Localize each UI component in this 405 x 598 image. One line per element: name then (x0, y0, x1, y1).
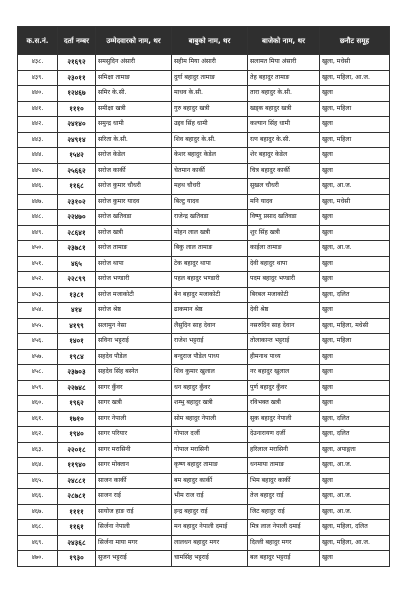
father-name-cell: ढाकमान श्रेष्ठ (172, 303, 248, 319)
registration-number-cell: २३७८१ (58, 241, 96, 257)
candidate-name-cell: सहदेव पौडेल (96, 349, 172, 365)
registration-number-cell: २२४७० (58, 210, 96, 226)
table-row (18, 504, 390, 520)
candidate-name-cell: सरोज कुमार चौधरी (96, 179, 172, 195)
father-name-cell: चेतमान कार्की (172, 163, 248, 179)
registration-number-cell: १५४२ (58, 148, 96, 164)
registration-number-cell: २१६९२ (58, 55, 96, 71)
selection-group-cell: खुला, मधेसी (320, 55, 390, 71)
selection-group-cell: खुला, महिला (320, 101, 390, 117)
candidate-name-cell: सरोज कार्की (96, 163, 172, 179)
grandfather-name-cell: काईला तामाङ (248, 241, 320, 257)
selection-group-cell: खुला, महिला, आ.ज. (320, 70, 390, 86)
grandfather-name-cell: हीमनाथ पाध्य (248, 349, 320, 365)
father-name-cell: गोपाल मरासिनी (172, 442, 248, 458)
table-row (18, 535, 390, 551)
father-name-cell: मोहन लाल खत्री (172, 225, 248, 241)
selection-group-cell: खुला, आ.ज. (320, 458, 390, 474)
candidate-name-cell: सुजन भट्टराई (96, 551, 172, 567)
candidate-name-cell: सागर मरासिनी (96, 442, 172, 458)
header-selection-group: छनौट समूह (320, 27, 390, 55)
selection-group-cell: खुला, आ.ज. (320, 179, 390, 195)
grandfather-name-cell: भिम बहादुर कार्की (248, 473, 320, 489)
registration-number-cell: १२४६७ (58, 86, 96, 102)
grandfather-name-cell: देवी श्रेष्ठ (248, 303, 320, 319)
serial-number-cell: ४६७. (18, 504, 58, 520)
table-row (18, 520, 390, 536)
father-name-cell: बन्दुराज पौडेल पाध्य (172, 349, 248, 365)
serial-number-cell: ४६१. (18, 411, 58, 427)
registration-number-cell: २३०११ (58, 70, 96, 86)
registration-number-cell: ११६८ (58, 179, 96, 195)
candidate-name-cell: सिर्जना माया मगर (96, 535, 172, 551)
father-name-cell: माधव के.सी. (172, 86, 248, 102)
table-row (18, 241, 390, 257)
candidate-list-table (17, 26, 390, 567)
candidate-name-cell: सागर कुँवर (96, 380, 172, 396)
father-name-cell: पहल बहादुर भण्डारी (172, 272, 248, 288)
grandfather-name-cell: पदम बहादुर भण्डारी (248, 272, 320, 288)
candidate-name-cell: सलामुन नेसा (96, 318, 172, 334)
selection-group-cell: खुला (320, 163, 390, 179)
grandfather-name-cell: सुक बहादुर नेपाली (248, 411, 320, 427)
registration-number-cell: २२०१८ (58, 442, 96, 458)
registration-number-cell: २२८९९ (58, 272, 96, 288)
serial-number-cell: ४६५. (18, 473, 58, 489)
grandfather-name-cell: शेर बहादुर केडेल (248, 148, 320, 164)
serial-number-cell: ४५९. (18, 380, 58, 396)
serial-number-cell: ४४५. (18, 163, 58, 179)
selection-group-cell: खुला (320, 272, 390, 288)
candidate-name-cell: सरोज खत्री (96, 225, 172, 241)
table-row (18, 148, 390, 164)
serial-number-cell: ४६०. (18, 396, 58, 412)
candidate-name-cell: सागर खत्री (96, 396, 172, 412)
table-row (18, 411, 390, 427)
serial-number-cell: ४४४. (18, 148, 58, 164)
table-row (18, 210, 390, 226)
serial-number-cell: ४६३. (18, 442, 58, 458)
father-name-cell: राजेन्द्र खतिवडा (172, 210, 248, 226)
table-row (18, 334, 390, 350)
candidate-name-cell: सरोज केडेल (96, 148, 172, 164)
registration-number-cell: २२७४८ (58, 380, 96, 396)
selection-group-cell: खुला (320, 86, 390, 102)
header-row (18, 27, 390, 55)
selection-group-cell: खुला, आ.ज. (320, 489, 390, 505)
father-name-cell: भीम राज राई (172, 489, 248, 505)
father-name-cell: लैसुदिन साह देवान (172, 318, 248, 334)
father-name-cell: लालधन बहादुर मगर (172, 535, 248, 551)
table-row (18, 101, 390, 117)
registration-number-cell: १७१० (58, 411, 96, 427)
grandfather-name-cell: देवी बहादुर थापा (248, 256, 320, 272)
candidate-name-cell: सागर मोक्तान (96, 458, 172, 474)
father-name-cell: सहीम मिया अंसारी (172, 55, 248, 71)
grandfather-name-cell: सुखल चौधरी (248, 179, 320, 195)
grandfather-name-cell: नर बहादुर खुलाल (248, 365, 320, 381)
grandfather-name-cell: धनमाया तामाङ (248, 458, 320, 474)
table-row (18, 272, 390, 288)
selection-group-cell: खुला, महिला, आ.ज. (320, 535, 390, 551)
registration-number-cell: २४९१४ (58, 132, 96, 148)
grandfather-name-cell: तोलाकान्त भट्टराई (248, 334, 320, 350)
candidate-name-cell: सरोज मजाकोटी (96, 287, 172, 303)
table-row (18, 427, 390, 443)
registration-number-cell: ४१९९ (58, 318, 96, 334)
serial-number-cell: ४३८. (18, 55, 58, 71)
serial-number-cell: ४४१. (18, 101, 58, 117)
father-name-cell: बिल्टु यादव (172, 194, 248, 210)
serial-number-cell: ४५५. (18, 318, 58, 334)
serial-number-cell: ४५२. (18, 272, 58, 288)
grandfather-name-cell: नसरुदिन साह देवान (248, 318, 320, 334)
header-registration-number: दर्ता नम्बर (58, 27, 96, 55)
selection-group-cell: खुला (320, 365, 390, 381)
table-row (18, 55, 390, 71)
table-row (18, 256, 390, 272)
registration-number-cell: ४६५ (58, 256, 96, 272)
selection-group-cell: खुला, आ.ज. (320, 504, 390, 520)
grandfather-name-cell: विष्णु प्रसाद खतिवडा (248, 210, 320, 226)
candidate-name-cell: सरोज थापा (96, 256, 172, 272)
candidate-name-cell: साजन राई (96, 489, 172, 505)
father-name-cell: दुर्गा बहादुर तामाङ (172, 70, 248, 86)
table-row (18, 303, 390, 319)
registration-number-cell: १४०१ (58, 334, 96, 350)
serial-number-cell: ४४७. (18, 194, 58, 210)
serial-number-cell: ४४९. (18, 225, 58, 241)
table-row (18, 442, 390, 458)
grandfather-name-cell: रविभक्त खत्री (248, 396, 320, 412)
selection-group-cell: खुला, महिला, मधेसी (320, 318, 390, 334)
table-row (18, 132, 390, 148)
table-row (18, 318, 390, 334)
selection-group-cell: खुला (320, 117, 390, 133)
registration-number-cell: २४३६८ (58, 535, 96, 551)
serial-number-cell: ४४३. (18, 132, 58, 148)
candidate-name-cell: समिर के.सी. (96, 86, 172, 102)
table-row (18, 551, 390, 567)
father-name-cell: शिव कुमार खुलाल (172, 365, 248, 381)
table-row (18, 225, 390, 241)
table-row (18, 349, 390, 365)
father-name-cell: शिव बहादुर के.सी. (172, 132, 248, 148)
candidate-name-cell: सिर्जना नेपाली (96, 520, 172, 536)
registration-number-cell: १९४० (58, 427, 96, 443)
table-header (18, 27, 390, 55)
candidate-name-cell: सरोज भण्डारी (96, 272, 172, 288)
grandfather-name-cell: खड्क बहादुर खत्री (248, 101, 320, 117)
father-name-cell: गोपाल दर्जी (172, 427, 248, 443)
table-row (18, 117, 390, 133)
registration-number-cell: २८६४१ (58, 225, 96, 241)
selection-group-cell: खुला, आ.ज. (320, 241, 390, 257)
selection-group-cell: खुला (320, 210, 390, 226)
grandfather-name-cell: रत्न बहादुर के.सी. (248, 132, 320, 148)
table-row (18, 489, 390, 505)
candidate-name-cell: सागर नेपाली (96, 411, 172, 427)
serial-number-cell: ४५१. (18, 256, 58, 272)
registration-number-cell: २८७८१ (58, 489, 96, 505)
grandfather-name-cell: शुर सिंह खत्री (248, 225, 320, 241)
header-candidate-name: उम्मेदवारको नाम, थर (96, 27, 172, 55)
registration-number-cell: ११९४० (58, 458, 96, 474)
serial-number-cell: ४५८. (18, 365, 58, 381)
grandfather-name-cell: दिल्ली बहादुर मगर (248, 535, 320, 551)
selection-group-cell: खुला, अपाङ्गता (320, 442, 390, 458)
father-name-cell: मन बहादुर नेपाली दमाई (172, 520, 248, 536)
grandfather-name-cell: तेह बहादुर तामाङ (248, 70, 320, 86)
candidate-name-cell: समुन्द्र धामी (96, 117, 172, 133)
father-name-cell: शम्भु बहादुर खत्री (172, 396, 248, 412)
grandfather-name-cell: मनि यादव (248, 194, 320, 210)
table-row (18, 86, 390, 102)
table-row (18, 70, 390, 86)
grandfather-name-cell: सलामत मिया अंसारी (248, 55, 320, 71)
selection-group-cell: खुला (320, 303, 390, 319)
selection-group-cell: खुला (320, 380, 390, 396)
father-name-cell: केशर बहादुर केडेल (172, 148, 248, 164)
father-name-cell: बम बहादुर कार्की (172, 473, 248, 489)
registration-number-cell: २३७०३ (58, 365, 96, 381)
selection-group-cell: खुला, दलित (320, 411, 390, 427)
grandfather-name-cell: जिट बहादुर राई (248, 504, 320, 520)
father-name-cell: उद्दव सिंह धामी (172, 117, 248, 133)
candidate-name-cell: सागर परियार (96, 427, 172, 443)
table-row (18, 287, 390, 303)
father-name-cell: धन बहादुर कुँवर (172, 380, 248, 396)
registration-number-cell: २४१४० (58, 117, 96, 133)
grandfather-name-cell: मित्र लाल नेपाली दमाई (248, 520, 320, 536)
selection-group-cell: खुला (320, 473, 390, 489)
candidate-name-cell: सरिता के.सी. (96, 132, 172, 148)
grandfather-name-cell: देउनारायण दर्जी (248, 427, 320, 443)
candidate-name-cell: सायोज हाङ राई (96, 504, 172, 520)
father-name-cell: गुरु बहादुर खत्री (172, 101, 248, 117)
grandfather-name-cell: चित्र बहादुर कार्की (248, 163, 320, 179)
serial-number-cell: ४४८. (18, 210, 58, 226)
table-row (18, 365, 390, 381)
father-name-cell: महथ चौधरी (172, 179, 248, 195)
candidate-name-cell: समिक्षा तामाङ (96, 70, 172, 86)
serial-number-cell: ४४२. (18, 117, 58, 133)
header-serial-number: क.स.नं. (18, 27, 58, 55)
serial-number-cell: ४६४. (18, 458, 58, 474)
registration-number-cell: १९३० (58, 551, 96, 567)
registration-number-cell: १९६२ (58, 396, 96, 412)
header-grandfather-name: बाजेको नाम, थर (248, 27, 320, 55)
father-name-cell: कृष्ण बहादुर तामाङ (172, 458, 248, 474)
father-name-cell: चामसिंह भट्टराई (172, 551, 248, 567)
serial-number-cell: ४५७. (18, 349, 58, 365)
registration-number-cell: १३८१ (58, 287, 96, 303)
table-row (18, 473, 390, 489)
grandfather-name-cell: बिरबल मजाकोटी (248, 287, 320, 303)
selection-group-cell: खुला (320, 256, 390, 272)
candidate-name-cell: सरोज कुमार यादव (96, 194, 172, 210)
candidate-name-cell: समसुदिन अंसारी (96, 55, 172, 71)
table-row (18, 458, 390, 474)
registration-number-cell: ११६१ (58, 520, 96, 536)
candidate-name-cell: सविना भट्टराई (96, 334, 172, 350)
header-father-name: बाबुको नाम, थर (172, 27, 248, 55)
selection-group-cell: खुला (320, 396, 390, 412)
table-row (18, 380, 390, 396)
serial-number-cell: ४५०. (18, 241, 58, 257)
father-name-cell: इन्द्र बहादुर राई (172, 504, 248, 520)
serial-number-cell: ४६२. (18, 427, 58, 443)
table-body (18, 55, 390, 567)
grandfather-name-cell: तारा बहादुर के.सी. (248, 86, 320, 102)
selection-group-cell: खुला, दलित (320, 287, 390, 303)
father-name-cell: सोम बहादुर नेपाली (172, 411, 248, 427)
grandfather-name-cell: पुर्ण बहादुर कुँवर (248, 380, 320, 396)
candidate-name-cell: साजन कार्की (96, 473, 172, 489)
candidate-name-cell: सरोज तामाङ (96, 241, 172, 257)
registration-number-cell: ११११ (58, 504, 96, 520)
candidate-name-cell: सरोज खतिवडा (96, 210, 172, 226)
candidate-name-cell: सरोज श्रेष्ठ (96, 303, 172, 319)
serial-number-cell: ४५३. (18, 287, 58, 303)
selection-group-cell: खुला, महिला, दलित (320, 520, 390, 536)
serial-number-cell: ४३९. (18, 70, 58, 86)
selection-group-cell: खुला, दलित (320, 427, 390, 443)
selection-group-cell: खुला (320, 349, 390, 365)
serial-number-cell: ४६६. (18, 489, 58, 505)
candidate-name-cell: समीक्षा खत्री (96, 101, 172, 117)
registration-number-cell: ४१४ (58, 303, 96, 319)
serial-number-cell: ४६८. (18, 520, 58, 536)
father-name-cell: बेन बहादुर मजाकोटी (172, 287, 248, 303)
table-row (18, 179, 390, 195)
grandfather-name-cell: बल बहादुर भट्टराई (248, 551, 320, 567)
grandfather-name-cell: हरिलाल मरासिनी (248, 442, 320, 458)
grandfather-name-cell: कल्यान सिंह धामी (248, 117, 320, 133)
candidate-name-cell: सहदेव सिंह बस्नेत (96, 365, 172, 381)
serial-number-cell: ४७०. (18, 551, 58, 567)
serial-number-cell: ४५४. (18, 303, 58, 319)
selection-group-cell: खुला (320, 148, 390, 164)
registration-number-cell: २३१०२ (58, 194, 96, 210)
selection-group-cell: खुला, महिला (320, 334, 390, 350)
registration-number-cell: १९८४ (58, 349, 96, 365)
serial-number-cell: ४४६. (18, 179, 58, 195)
table-row (18, 194, 390, 210)
selection-group-cell: खुला (320, 551, 390, 567)
serial-number-cell: ४६९. (18, 535, 58, 551)
father-name-cell: बिकु लाल तामाङ (172, 241, 248, 257)
table-row (18, 396, 390, 412)
registration-number-cell: २५६६२ (58, 163, 96, 179)
serial-number-cell: ४५६. (18, 334, 58, 350)
grandfather-name-cell: तेज बहादुर राई (248, 489, 320, 505)
table-row (18, 163, 390, 179)
selection-group-cell: खुला (320, 225, 390, 241)
registration-number-cell: १११० (58, 101, 96, 117)
father-name-cell: राजेश भट्टराई (172, 334, 248, 350)
selection-group-cell: खुला, महिला (320, 132, 390, 148)
registration-number-cell: २४८८१ (58, 473, 96, 489)
father-name-cell: टेक बहादुर थापा (172, 256, 248, 272)
serial-number-cell: ४४०. (18, 86, 58, 102)
selection-group-cell: खुला, मधेसी (320, 194, 390, 210)
